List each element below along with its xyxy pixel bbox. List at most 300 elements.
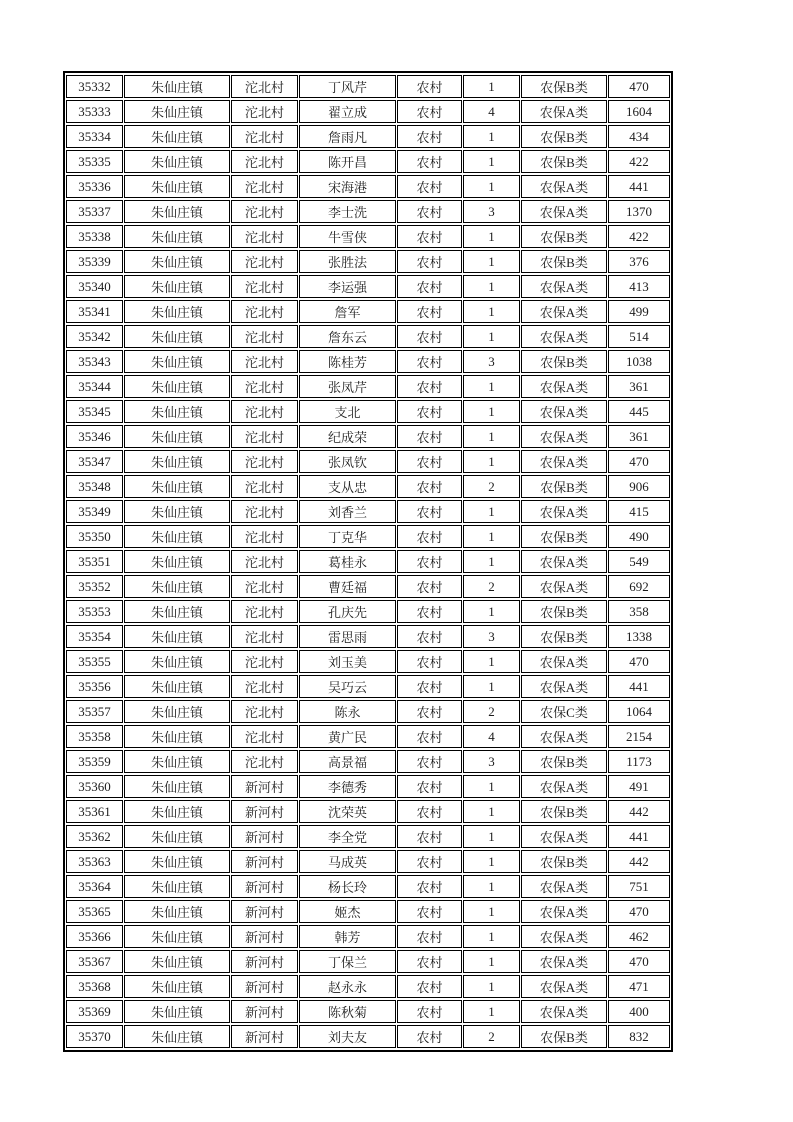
cell-name: 詹雨凡: [299, 125, 396, 148]
cell-residence_type: 农村: [397, 300, 462, 323]
cell-town: 朱仙庄镇: [124, 275, 230, 298]
cell-village: 沱北村: [231, 750, 298, 773]
cell-record_id: 35370: [66, 1025, 123, 1048]
cell-village: 新河村: [231, 1025, 298, 1048]
cell-record_id: 35333: [66, 100, 123, 123]
cell-amount: 376: [608, 250, 670, 273]
cell-insurance_class: 农保B类: [521, 125, 607, 148]
cell-name: 陈开昌: [299, 150, 396, 173]
cell-amount: 832: [608, 1025, 670, 1048]
cell-village: 沱北村: [231, 375, 298, 398]
cell-village: 沱北村: [231, 125, 298, 148]
cell-person_count: 1: [463, 675, 520, 698]
table-row: [66, 350, 670, 373]
table-row: [66, 875, 670, 898]
cell-record_id: 35365: [66, 900, 123, 923]
cell-person_count: 1: [463, 600, 520, 623]
cell-residence_type: 农村: [397, 700, 462, 723]
cell-village: 沱北村: [231, 275, 298, 298]
cell-record_id: 35363: [66, 850, 123, 873]
cell-record_id: 35358: [66, 725, 123, 748]
cell-residence_type: 农村: [397, 1000, 462, 1023]
cell-name: 詹军: [299, 300, 396, 323]
cell-insurance_class: 农保A类: [521, 500, 607, 523]
cell-name: 李运强: [299, 275, 396, 298]
cell-village: 沱北村: [231, 200, 298, 223]
cell-town: 朱仙庄镇: [124, 975, 230, 998]
cell-person_count: 1: [463, 650, 520, 673]
cell-amount: 470: [608, 75, 670, 98]
cell-record_id: 35359: [66, 750, 123, 773]
cell-residence_type: 农村: [397, 750, 462, 773]
cell-record_id: 35360: [66, 775, 123, 798]
cell-record_id: 35350: [66, 525, 123, 548]
records-table: [63, 71, 673, 1052]
cell-town: 朱仙庄镇: [124, 1025, 230, 1048]
cell-insurance_class: 农保A类: [521, 300, 607, 323]
cell-insurance_class: 农保A类: [521, 275, 607, 298]
cell-name: 丁保兰: [299, 950, 396, 973]
table-row: [66, 500, 670, 523]
cell-person_count: 1: [463, 825, 520, 848]
table-row: [66, 550, 670, 573]
cell-insurance_class: 农保A类: [521, 425, 607, 448]
cell-town: 朱仙庄镇: [124, 125, 230, 148]
cell-insurance_class: 农保A类: [521, 575, 607, 598]
cell-residence_type: 农村: [397, 800, 462, 823]
table-row: [66, 725, 670, 748]
cell-town: 朱仙庄镇: [124, 350, 230, 373]
cell-record_id: 35366: [66, 925, 123, 948]
cell-amount: 751: [608, 875, 670, 898]
cell-amount: 692: [608, 575, 670, 598]
cell-name: 葛桂永: [299, 550, 396, 573]
cell-village: 沱北村: [231, 350, 298, 373]
table-row: [66, 400, 670, 423]
cell-amount: 1370: [608, 200, 670, 223]
cell-village: 沱北村: [231, 75, 298, 98]
cell-amount: 906: [608, 475, 670, 498]
cell-person_count: 1: [463, 800, 520, 823]
cell-town: 朱仙庄镇: [124, 225, 230, 248]
cell-name: 支北: [299, 400, 396, 423]
cell-amount: 462: [608, 925, 670, 948]
cell-person_count: 1: [463, 250, 520, 273]
cell-insurance_class: 农保A类: [521, 400, 607, 423]
cell-town: 朱仙庄镇: [124, 400, 230, 423]
cell-village: 沱北村: [231, 150, 298, 173]
cell-town: 朱仙庄镇: [124, 650, 230, 673]
cell-residence_type: 农村: [397, 225, 462, 248]
cell-person_count: 1: [463, 950, 520, 973]
cell-amount: 422: [608, 150, 670, 173]
cell-record_id: 35351: [66, 550, 123, 573]
cell-person_count: 1: [463, 400, 520, 423]
cell-person_count: 1: [463, 125, 520, 148]
cell-name: 高景福: [299, 750, 396, 773]
cell-village: 新河村: [231, 900, 298, 923]
cell-residence_type: 农村: [397, 775, 462, 798]
cell-person_count: 1: [463, 850, 520, 873]
table-row: [66, 150, 670, 173]
cell-person_count: 4: [463, 100, 520, 123]
cell-town: 朱仙庄镇: [124, 950, 230, 973]
cell-name: 刘香兰: [299, 500, 396, 523]
cell-amount: 422: [608, 225, 670, 248]
cell-town: 朱仙庄镇: [124, 450, 230, 473]
cell-name: 沈荣英: [299, 800, 396, 823]
cell-record_id: 35346: [66, 425, 123, 448]
cell-name: 宋海港: [299, 175, 396, 198]
table-row: [66, 1000, 670, 1023]
table-row: [66, 425, 670, 448]
cell-insurance_class: 农保A类: [521, 650, 607, 673]
cell-town: 朱仙庄镇: [124, 175, 230, 198]
cell-residence_type: 农村: [397, 900, 462, 923]
cell-name: 雷思雨: [299, 625, 396, 648]
cell-residence_type: 农村: [397, 125, 462, 148]
cell-person_count: 4: [463, 725, 520, 748]
cell-residence_type: 农村: [397, 650, 462, 673]
cell-person_count: 3: [463, 350, 520, 373]
table-row: [66, 175, 670, 198]
cell-residence_type: 农村: [397, 925, 462, 948]
cell-residence_type: 农村: [397, 475, 462, 498]
cell-amount: 441: [608, 675, 670, 698]
cell-residence_type: 农村: [397, 150, 462, 173]
table-row: [66, 1025, 670, 1048]
cell-amount: 361: [608, 375, 670, 398]
cell-amount: 499: [608, 300, 670, 323]
table-row: [66, 75, 670, 98]
cell-amount: 1338: [608, 625, 670, 648]
cell-person_count: 1: [463, 75, 520, 98]
cell-village: 沱北村: [231, 600, 298, 623]
cell-village: 新河村: [231, 775, 298, 798]
table-row: [66, 650, 670, 673]
cell-person_count: 1: [463, 175, 520, 198]
cell-town: 朱仙庄镇: [124, 75, 230, 98]
cell-name: 丁克华: [299, 525, 396, 548]
cell-person_count: 1: [463, 1000, 520, 1023]
cell-amount: 1064: [608, 700, 670, 723]
cell-person_count: 1: [463, 900, 520, 923]
cell-amount: 400: [608, 1000, 670, 1023]
table-row: [66, 200, 670, 223]
cell-amount: 361: [608, 425, 670, 448]
cell-village: 沱北村: [231, 725, 298, 748]
cell-residence_type: 农村: [397, 75, 462, 98]
cell-person_count: 1: [463, 325, 520, 348]
cell-insurance_class: 农保B类: [521, 475, 607, 498]
cell-name: 杨长玲: [299, 875, 396, 898]
cell-amount: 491: [608, 775, 670, 798]
table-body: [66, 75, 670, 1048]
cell-residence_type: 农村: [397, 825, 462, 848]
table-row: [66, 675, 670, 698]
cell-record_id: 35356: [66, 675, 123, 698]
cell-person_count: 2: [463, 700, 520, 723]
cell-amount: 471: [608, 975, 670, 998]
cell-record_id: 35343: [66, 350, 123, 373]
cell-village: 沱北村: [231, 250, 298, 273]
cell-record_id: 35357: [66, 700, 123, 723]
cell-insurance_class: 农保A类: [521, 925, 607, 948]
cell-village: 沱北村: [231, 100, 298, 123]
cell-residence_type: 农村: [397, 450, 462, 473]
cell-town: 朱仙庄镇: [124, 150, 230, 173]
cell-town: 朱仙庄镇: [124, 700, 230, 723]
cell-insurance_class: 农保A类: [521, 825, 607, 848]
cell-record_id: 35353: [66, 600, 123, 623]
cell-insurance_class: 农保B类: [521, 800, 607, 823]
cell-record_id: 35340: [66, 275, 123, 298]
cell-name: 刘夫友: [299, 1025, 396, 1048]
cell-insurance_class: 农保A类: [521, 175, 607, 198]
cell-insurance_class: 农保A类: [521, 775, 607, 798]
table-row: [66, 900, 670, 923]
cell-village: 新河村: [231, 925, 298, 948]
table-row: [66, 450, 670, 473]
cell-insurance_class: 农保A类: [521, 450, 607, 473]
cell-record_id: 35338: [66, 225, 123, 248]
table-row: [66, 925, 670, 948]
cell-insurance_class: 农保B类: [521, 1025, 607, 1048]
table-row: [66, 525, 670, 548]
cell-village: 沱北村: [231, 175, 298, 198]
cell-town: 朱仙庄镇: [124, 375, 230, 398]
cell-record_id: 35355: [66, 650, 123, 673]
cell-residence_type: 农村: [397, 550, 462, 573]
cell-insurance_class: 农保B类: [521, 625, 607, 648]
cell-name: 詹东云: [299, 325, 396, 348]
cell-town: 朱仙庄镇: [124, 850, 230, 873]
cell-person_count: 1: [463, 425, 520, 448]
cell-person_count: 2: [463, 575, 520, 598]
cell-insurance_class: 农保B类: [521, 75, 607, 98]
cell-record_id: 35347: [66, 450, 123, 473]
cell-insurance_class: 农保B类: [521, 250, 607, 273]
cell-residence_type: 农村: [397, 200, 462, 223]
cell-village: 沱北村: [231, 500, 298, 523]
cell-insurance_class: 农保B类: [521, 600, 607, 623]
cell-insurance_class: 农保A类: [521, 950, 607, 973]
cell-town: 朱仙庄镇: [124, 500, 230, 523]
table-row: [66, 300, 670, 323]
cell-insurance_class: 农保B类: [521, 150, 607, 173]
cell-village: 沱北村: [231, 650, 298, 673]
cell-residence_type: 农村: [397, 950, 462, 973]
cell-town: 朱仙庄镇: [124, 800, 230, 823]
cell-amount: 1038: [608, 350, 670, 373]
cell-insurance_class: 农保B类: [521, 525, 607, 548]
cell-residence_type: 农村: [397, 175, 462, 198]
table-row: [66, 575, 670, 598]
cell-village: 新河村: [231, 975, 298, 998]
cell-record_id: 35362: [66, 825, 123, 848]
cell-name: 刘玉美: [299, 650, 396, 673]
cell-town: 朱仙庄镇: [124, 750, 230, 773]
cell-insurance_class: 农保B类: [521, 225, 607, 248]
cell-insurance_class: 农保A类: [521, 1000, 607, 1023]
cell-record_id: 35344: [66, 375, 123, 398]
cell-village: 新河村: [231, 950, 298, 973]
cell-person_count: 1: [463, 450, 520, 473]
cell-amount: 441: [608, 175, 670, 198]
cell-record_id: 35332: [66, 75, 123, 98]
cell-village: 沱北村: [231, 450, 298, 473]
cell-name: 张凤钦: [299, 450, 396, 473]
cell-name: 翟立成: [299, 100, 396, 123]
cell-residence_type: 农村: [397, 875, 462, 898]
cell-record_id: 35335: [66, 150, 123, 173]
cell-person_count: 2: [463, 475, 520, 498]
table-row: [66, 975, 670, 998]
cell-person_count: 2: [463, 1025, 520, 1048]
cell-name: 孔庆先: [299, 600, 396, 623]
cell-insurance_class: 农保B类: [521, 750, 607, 773]
cell-insurance_class: 农保A类: [521, 325, 607, 348]
cell-village: 沱北村: [231, 225, 298, 248]
cell-residence_type: 农村: [397, 250, 462, 273]
cell-amount: 434: [608, 125, 670, 148]
cell-town: 朱仙庄镇: [124, 575, 230, 598]
cell-amount: 549: [608, 550, 670, 573]
cell-name: 陈永: [299, 700, 396, 723]
table-row: [66, 950, 670, 973]
cell-village: 沱北村: [231, 675, 298, 698]
cell-person_count: 1: [463, 550, 520, 573]
cell-person_count: 1: [463, 875, 520, 898]
cell-residence_type: 农村: [397, 850, 462, 873]
table-row: [66, 800, 670, 823]
cell-name: 黄广民: [299, 725, 396, 748]
cell-person_count: 1: [463, 500, 520, 523]
cell-residence_type: 农村: [397, 400, 462, 423]
cell-name: 丁风芹: [299, 75, 396, 98]
table-row: [66, 475, 670, 498]
cell-person_count: 1: [463, 775, 520, 798]
cell-village: 沱北村: [231, 575, 298, 598]
cell-village: 沱北村: [231, 400, 298, 423]
cell-residence_type: 农村: [397, 350, 462, 373]
cell-name: 张胜法: [299, 250, 396, 273]
cell-name: 李士洗: [299, 200, 396, 223]
cell-residence_type: 农村: [397, 975, 462, 998]
cell-amount: 1173: [608, 750, 670, 773]
cell-person_count: 3: [463, 750, 520, 773]
cell-person_count: 1: [463, 375, 520, 398]
cell-residence_type: 农村: [397, 675, 462, 698]
cell-amount: 442: [608, 850, 670, 873]
cell-insurance_class: 农保A类: [521, 675, 607, 698]
cell-amount: 470: [608, 900, 670, 923]
cell-town: 朱仙庄镇: [124, 925, 230, 948]
cell-residence_type: 农村: [397, 500, 462, 523]
cell-amount: 470: [608, 450, 670, 473]
cell-record_id: 35352: [66, 575, 123, 598]
cell-person_count: 1: [463, 150, 520, 173]
cell-amount: 2154: [608, 725, 670, 748]
cell-record_id: 35367: [66, 950, 123, 973]
cell-village: 沱北村: [231, 700, 298, 723]
cell-record_id: 35348: [66, 475, 123, 498]
cell-name: 李德秀: [299, 775, 396, 798]
cell-town: 朱仙庄镇: [124, 550, 230, 573]
cell-person_count: 1: [463, 525, 520, 548]
cell-town: 朱仙庄镇: [124, 775, 230, 798]
cell-insurance_class: 农保A类: [521, 900, 607, 923]
cell-person_count: 3: [463, 200, 520, 223]
cell-residence_type: 农村: [397, 425, 462, 448]
cell-village: 沱北村: [231, 625, 298, 648]
cell-town: 朱仙庄镇: [124, 725, 230, 748]
cell-town: 朱仙庄镇: [124, 825, 230, 848]
cell-town: 朱仙庄镇: [124, 200, 230, 223]
cell-residence_type: 农村: [397, 375, 462, 398]
cell-record_id: 35336: [66, 175, 123, 198]
cell-person_count: 1: [463, 275, 520, 298]
cell-record_id: 35369: [66, 1000, 123, 1023]
table-row: [66, 825, 670, 848]
cell-person_count: 3: [463, 625, 520, 648]
cell-town: 朱仙庄镇: [124, 425, 230, 448]
cell-record_id: 35364: [66, 875, 123, 898]
cell-village: 新河村: [231, 825, 298, 848]
table-row: [66, 275, 670, 298]
cell-village: 新河村: [231, 1000, 298, 1023]
cell-town: 朱仙庄镇: [124, 250, 230, 273]
cell-record_id: 35334: [66, 125, 123, 148]
table-row: [66, 850, 670, 873]
table-row: [66, 700, 670, 723]
cell-insurance_class: 农保C类: [521, 700, 607, 723]
cell-record_id: 35342: [66, 325, 123, 348]
cell-name: 姬杰: [299, 900, 396, 923]
cell-village: 沱北村: [231, 325, 298, 348]
cell-amount: 470: [608, 950, 670, 973]
cell-village: 沱北村: [231, 300, 298, 323]
cell-residence_type: 农村: [397, 725, 462, 748]
cell-record_id: 35345: [66, 400, 123, 423]
cell-village: 沱北村: [231, 425, 298, 448]
cell-record_id: 35341: [66, 300, 123, 323]
cell-name: 张凤芹: [299, 375, 396, 398]
cell-amount: 445: [608, 400, 670, 423]
cell-residence_type: 农村: [397, 625, 462, 648]
cell-name: 李全党: [299, 825, 396, 848]
cell-town: 朱仙庄镇: [124, 100, 230, 123]
table-row: [66, 600, 670, 623]
cell-amount: 415: [608, 500, 670, 523]
table-row: [66, 225, 670, 248]
cell-village: 沱北村: [231, 475, 298, 498]
cell-residence_type: 农村: [397, 325, 462, 348]
cell-residence_type: 农村: [397, 600, 462, 623]
table-row: [66, 125, 670, 148]
cell-person_count: 1: [463, 225, 520, 248]
cell-person_count: 1: [463, 975, 520, 998]
cell-record_id: 35361: [66, 800, 123, 823]
cell-record_id: 35339: [66, 250, 123, 273]
cell-residence_type: 农村: [397, 275, 462, 298]
cell-name: 吴巧云: [299, 675, 396, 698]
cell-residence_type: 农村: [397, 575, 462, 598]
cell-amount: 470: [608, 650, 670, 673]
cell-record_id: 35349: [66, 500, 123, 523]
cell-village: 新河村: [231, 875, 298, 898]
cell-insurance_class: 农保A类: [521, 975, 607, 998]
